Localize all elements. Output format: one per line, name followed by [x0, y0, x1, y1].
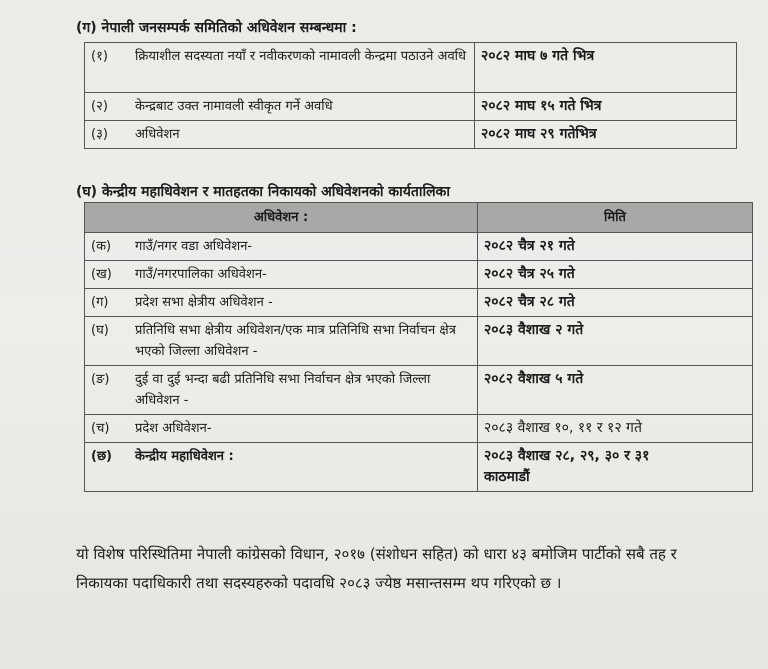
row-number: (क)	[91, 239, 112, 254]
row-label: प्रतिनिधि सभा क्षेत्रीय अधिवेशन/एक मात्र प्रतिनिधि सभा निर्वाचन क्षेत्र भएको जिल्ला अधिवेशन -	[135, 323, 456, 359]
section-ga-heading: (ग) नेपाली जनसम्पर्क समितिको अधिवेशन सम्बन्धमा :	[76, 20, 357, 36]
row-label: अधिवेशन	[135, 127, 180, 142]
row-label: केन्द्रीय महाधिवेशन :	[135, 449, 234, 464]
row-label: क्रियाशील सदस्यता नयाँ र नवीकरणको नामावली केन्द्रमा पठाउने अवधि	[135, 49, 467, 64]
convention-schedule-table	[84, 202, 753, 492]
table-row	[85, 289, 753, 317]
row-number: (३)	[91, 127, 108, 142]
row-date: २०८२ चैत्र २५ गते	[484, 266, 575, 282]
row-label: गाउँ/नगरपालिका अधिवेशन-	[135, 267, 267, 282]
row-label: केन्द्रबाट उक्त नामावली स्वीकृत गर्ने अवधि	[135, 99, 333, 114]
row-label: प्रदेश सभा क्षेत्रीय अधिवेशन -	[135, 295, 273, 310]
table-row	[85, 317, 753, 366]
column-header-event: अधिवेशन :	[85, 203, 478, 233]
row-number: (२)	[91, 99, 108, 114]
table-row	[85, 121, 737, 149]
closing-paragraph: यो विशेष परिस्थितिमा नेपाली कांग्रेसको विधान, २०१७ (संशोधन सहित) को धारा ४३ बमोजिम पार्टीको सबै तह र निकायका पदाधिकारी तथा सदस्यहरुको पदावधि २०८३ ज्येष्ठ मसान्तसम्म थप गरिएको छ ।	[76, 545, 677, 592]
row-date: २०८२ चैत्र २८ गते	[484, 294, 575, 310]
table-row	[85, 261, 753, 289]
row-label: प्रदेश अधिवेशन-	[135, 421, 212, 436]
row-number: (१)	[91, 49, 108, 64]
row-label: गाउँ/नगर वडा अधिवेशन-	[135, 239, 253, 254]
row-label: दुई वा दुई भन्दा बढी प्रतिनिधि सभा निर्वाचन क्षेत्र भएको जिल्ला अधिवेशन -	[135, 372, 431, 408]
table-row	[85, 93, 737, 121]
row-number: (घ)	[91, 323, 109, 338]
table-row	[85, 415, 753, 443]
row-date: २०८२ माघ २९ गतेभित्र	[481, 126, 597, 142]
row-date: २०८२ चैत्र २१ गते	[484, 238, 575, 254]
column-header-date: मिति	[478, 203, 753, 233]
row-number: (छ)	[91, 449, 112, 464]
row-place: काठमाडौं	[484, 469, 530, 485]
row-date: २०८२ वैशाख ५ गते	[484, 371, 584, 387]
table-header-row	[85, 203, 753, 233]
row-date: २०८३ वैशाख २ गते	[484, 322, 584, 338]
row-date: २०८३ वैशाख २८, २९, ३० र ३१	[484, 448, 650, 464]
row-date: २०८२ माघ १५ गते भित्र	[481, 98, 602, 114]
section-gha-heading: (घ) केन्द्रीय महाधिवेशन र मातहतका निकायको अधिवेशनको कार्यतालिका	[76, 184, 450, 200]
table-row	[85, 233, 753, 261]
table-row	[85, 366, 753, 415]
row-number: (ङ)	[91, 372, 110, 387]
row-number: (ख)	[91, 267, 112, 282]
table-row	[85, 443, 753, 492]
table-row	[85, 43, 737, 93]
row-date: २०८२ माघ ७ गते भित्र	[481, 48, 595, 64]
row-number: (च)	[91, 421, 110, 436]
nepali-jansampark-schedule-table	[84, 42, 737, 149]
row-date: २०८३ वैशाख १०, ११ र १२ गते	[484, 420, 642, 436]
row-number: (ग)	[91, 295, 109, 310]
